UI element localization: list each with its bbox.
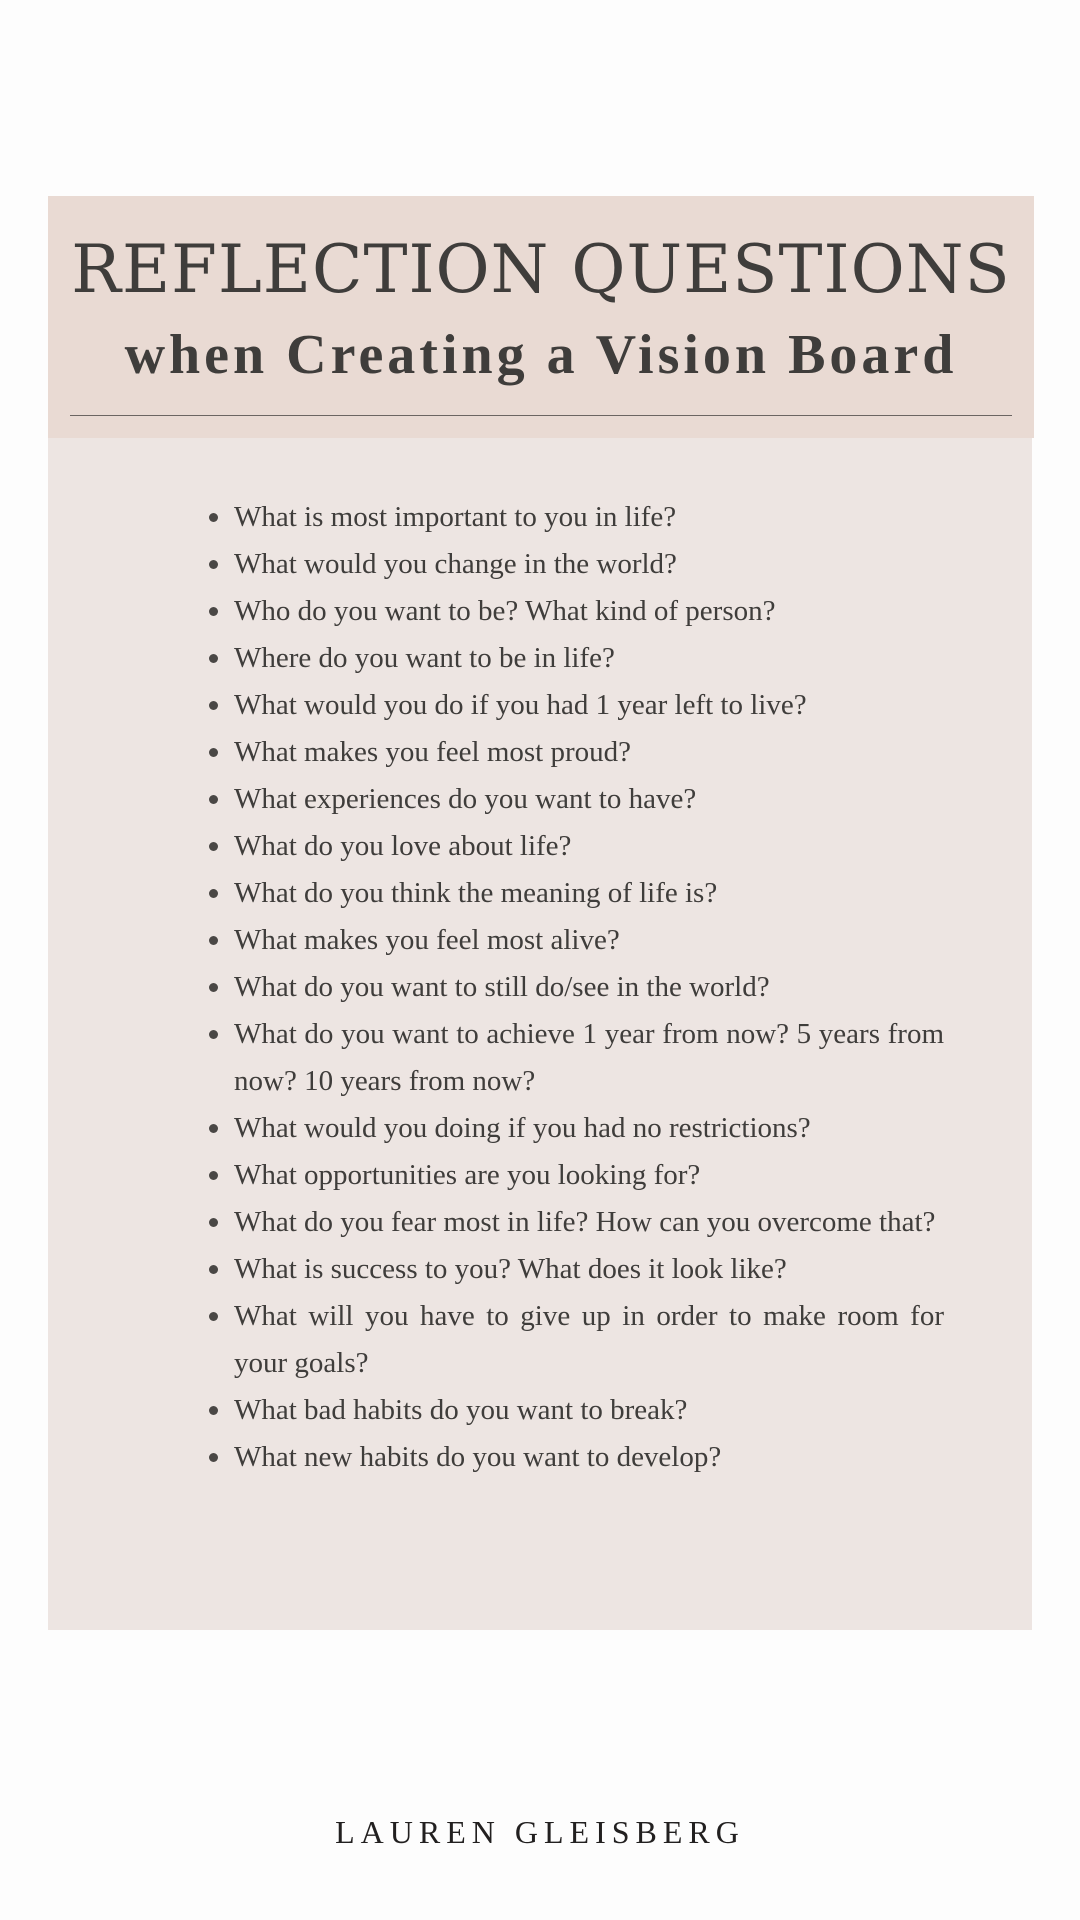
question-text: What bad habits do you want to break? [234,1394,688,1426]
list-item [234,964,944,1011]
bullet-icon [209,795,218,804]
question-text: What would you doing if you had no restrictions? [234,1112,811,1144]
question-text: Where do you want to be in life? [234,642,615,674]
list-item [234,1387,944,1434]
list-item [234,494,944,541]
list-item [234,917,944,964]
list-item [234,1105,944,1152]
bullet-icon [209,1030,218,1039]
bullet-icon [209,1218,218,1227]
bullet-icon [209,1453,218,1462]
bullet-icon [209,983,218,992]
list-item [234,1011,944,1105]
question-text: What makes you feel most proud? [234,736,632,768]
bullet-icon [209,842,218,851]
question-text: What would you change in the world? [234,548,677,580]
bullet-icon [209,1171,218,1180]
questions-card [48,196,1032,1630]
list-item [234,635,944,682]
question-text: What is most important to you in life? [234,501,677,533]
bullet-icon [209,607,218,616]
list-item [234,870,944,917]
list-item [234,541,944,588]
bullet-icon [209,889,218,898]
bullet-icon [209,560,218,569]
title-header [48,196,1034,438]
bullet-icon [209,748,218,757]
bullet-icon [209,1406,218,1415]
question-text: What opportunities are you looking for? [234,1159,701,1191]
question-text: What experiences do you want to have? [234,783,697,815]
bullet-icon [209,1312,218,1321]
list-item [234,1293,944,1387]
bullet-icon [209,654,218,663]
bullet-icon [209,701,218,710]
brand-footer: LAUREN GLEISBERG [335,1814,745,1850]
list-item [234,1246,944,1293]
question-text: What is success to you? What does it look like? [234,1253,787,1285]
bullet-icon [209,1124,218,1133]
question-text: What do you fear most in life? How can you overcome that? [234,1206,936,1238]
list-item [234,1434,944,1481]
list-item [234,776,944,823]
bullet-icon [209,1265,218,1274]
list-item [234,823,944,870]
question-text: What do you love about life? [234,830,572,862]
question-text: What will you have to give up in order to make room for your goals? [234,1300,944,1379]
question-text: What do you want to achieve 1 year from now? 5 years from now? 10 years from now? [234,1018,944,1097]
question-text: What new habits do you want to develop? [234,1441,722,1473]
question-text: What do you think the meaning of life is? [234,877,718,909]
list-item [234,682,944,729]
question-text: What makes you feel most alive? [234,924,620,956]
list-item [234,729,944,776]
question-text: What do you want to still do/see in the world? [234,971,770,1003]
bullet-icon [209,513,218,522]
list-item [234,1152,944,1199]
list-item [234,1199,944,1246]
question-list [234,494,944,1481]
question-text: Who do you want to be? What kind of person? [234,595,776,627]
list-item [234,588,944,635]
page-title: REFLECTION QUESTIONS [71,231,1011,308]
header-divider [70,415,1012,416]
question-text: What would you do if you had 1 year left to live? [234,689,807,721]
bullet-icon [209,936,218,945]
page-subtitle: when Creating a Vision Board [124,324,958,386]
